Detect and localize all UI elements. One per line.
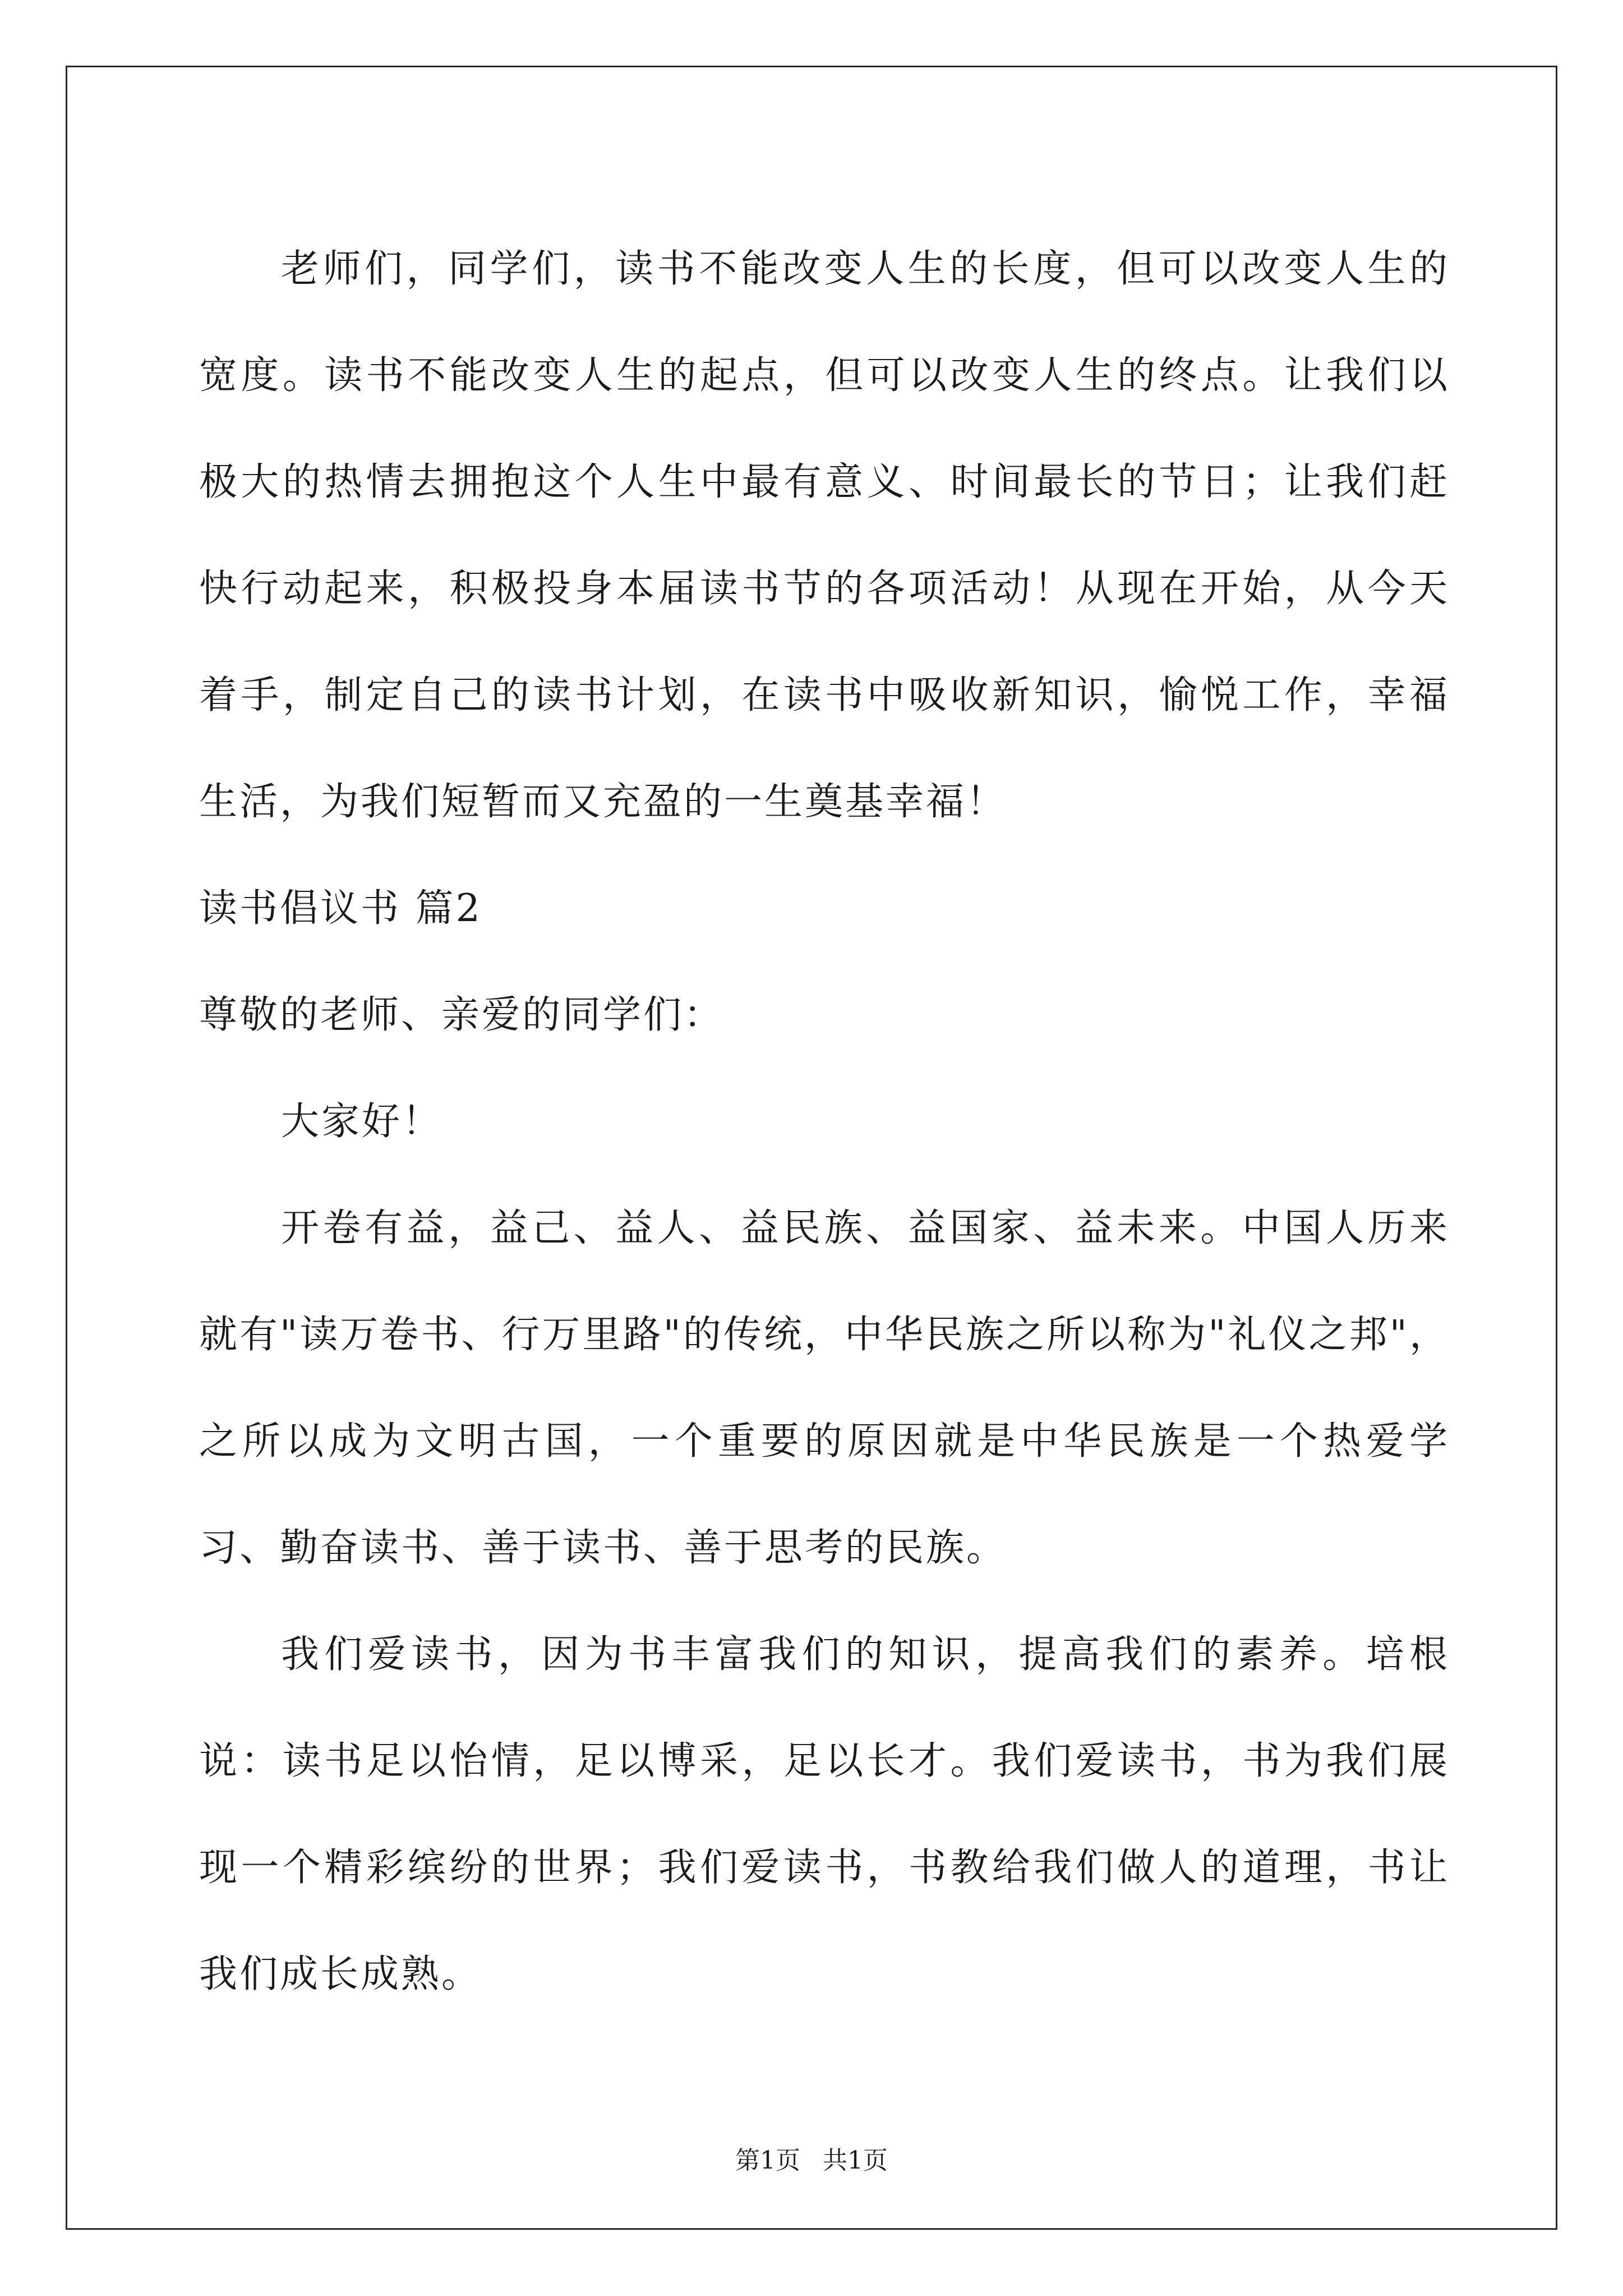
greeting: 大家好！ <box>281 1099 443 1144</box>
page-number: 第1页 <box>735 2146 800 2175</box>
paragraph: 开卷有益，益己、益人、益民族、益国家、益未来。中国人历来就有"读万卷书、行万里路"的传统，中华民族之所以称为"礼仪之邦"，之所以成为文明古国，一个重要的原因就是中华民族是一个热爱学习、勤奋读书、善于读书、善于思考的民族。 <box>199 1206 1450 1570</box>
paragraph: 我们爱读书，因为书丰富我们的知识，提高我们的素养。培根说：读书足以怡情，足以博采，足以长才。我们爱读书，书为我们展现一个精彩缤纷的世界；我们爱读书，书教给我们做人的道理，书让我们成长成熟。 <box>199 1632 1450 1996</box>
section-heading: 读书倡议书 篇2 <box>199 886 482 931</box>
paragraph: 老师们，同学们，读书不能改变人生的长度，但可以改变人生的宽度。读书不能改变人生的起点，但可以改变人生的终点。让我们以极大的热情去拥抱这个人生中最有意义、时间最长的节日；让我们赶快行动起来，积极投身本届读书节的各项活动！从现在开始，从今天着手，制定自己的读书计划，在读书中吸收新知识，愉悦工作，幸福生活，为我们短暂而又充盈的一生奠基幸福！ <box>199 247 1450 824</box>
page-total: 共1页 <box>823 2146 888 2175</box>
page-footer <box>0 2144 1623 2178</box>
document-body <box>199 216 1450 2028</box>
salutation: 尊敬的老师、亲爱的同学们： <box>199 993 725 1037</box>
